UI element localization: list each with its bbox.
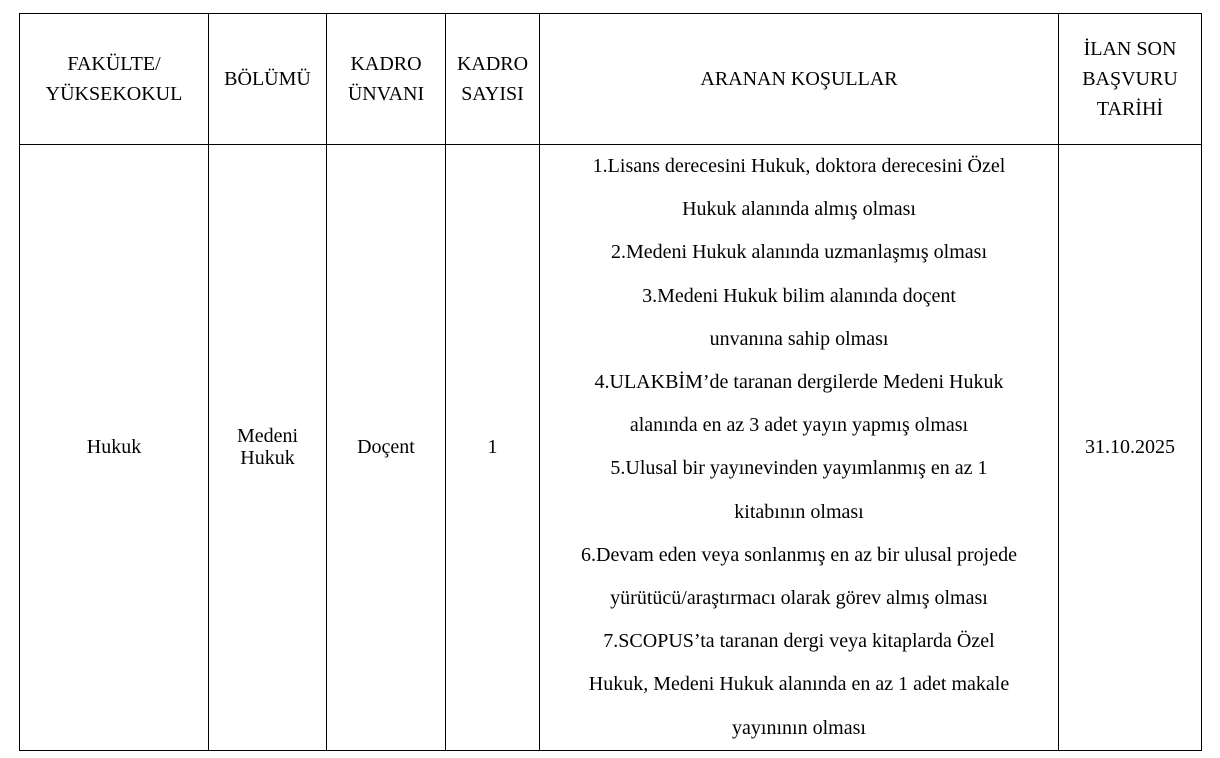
cell-count: 1 [446, 145, 540, 751]
cell-title: Doçent [327, 145, 446, 751]
cell-deadline: 31.10.2025 [1059, 145, 1202, 751]
condition-line: 1.Lisans derecesini Hukuk, doktora derecesini Özel [592, 155, 1006, 177]
condition-line: 4.ULAKBİM’de taranan dergilerde Medeni Hukuk [594, 371, 1004, 394]
header-title: KADRO ÜNVANI [327, 14, 446, 145]
header-deadline: İLAN SON BAŞVURU TARİHİ [1059, 14, 1202, 145]
header-faculty: FAKÜLTE/ YÜKSEKOKUL [20, 14, 209, 145]
condition-line: 3.Medeni Hukuk bilim alanında doçent [642, 284, 956, 307]
condition-line: 5.Ulusal bir yayınevinden yayımlanmış en az 1 [610, 457, 988, 480]
table-row [20, 145, 1202, 751]
cell-faculty: Hukuk [20, 145, 209, 751]
cell-conditions [540, 145, 1059, 751]
header-department: BÖLÜMÜ [209, 14, 327, 145]
header-count: KADRO SAYISI [446, 14, 540, 145]
condition-line: 6.Devam eden veya sonlanmış en az bir ulusal projede [581, 543, 1017, 566]
condition-line: yayınının olması [732, 716, 866, 739]
cell-department: Medeni Hukuk [209, 145, 327, 751]
condition-line: alanında en az 3 adet yayın yapmış olması [629, 414, 969, 437]
condition-line: 2.Medeni Hukuk alanında uzmanlaşmış olması [610, 241, 988, 264]
header-conditions: ARANAN KOŞULLAR [540, 14, 1059, 145]
condition-line: yürütücü/araştırmacı olarak görev almış olması [610, 587, 988, 610]
condition-line: Hukuk, Medeni Hukuk alanında en az 1 adet makale [588, 673, 1010, 696]
header-row [20, 14, 1202, 145]
job-posting-table [19, 13, 1202, 751]
condition-line: unvanına sahip olması [709, 327, 889, 350]
condition-line: kitabının olması [734, 500, 864, 523]
condition-line: 7.SCOPUS’ta taranan dergi veya kitaplarda Özel [603, 630, 995, 653]
condition-line: Hukuk alanında almış olması [682, 198, 916, 221]
